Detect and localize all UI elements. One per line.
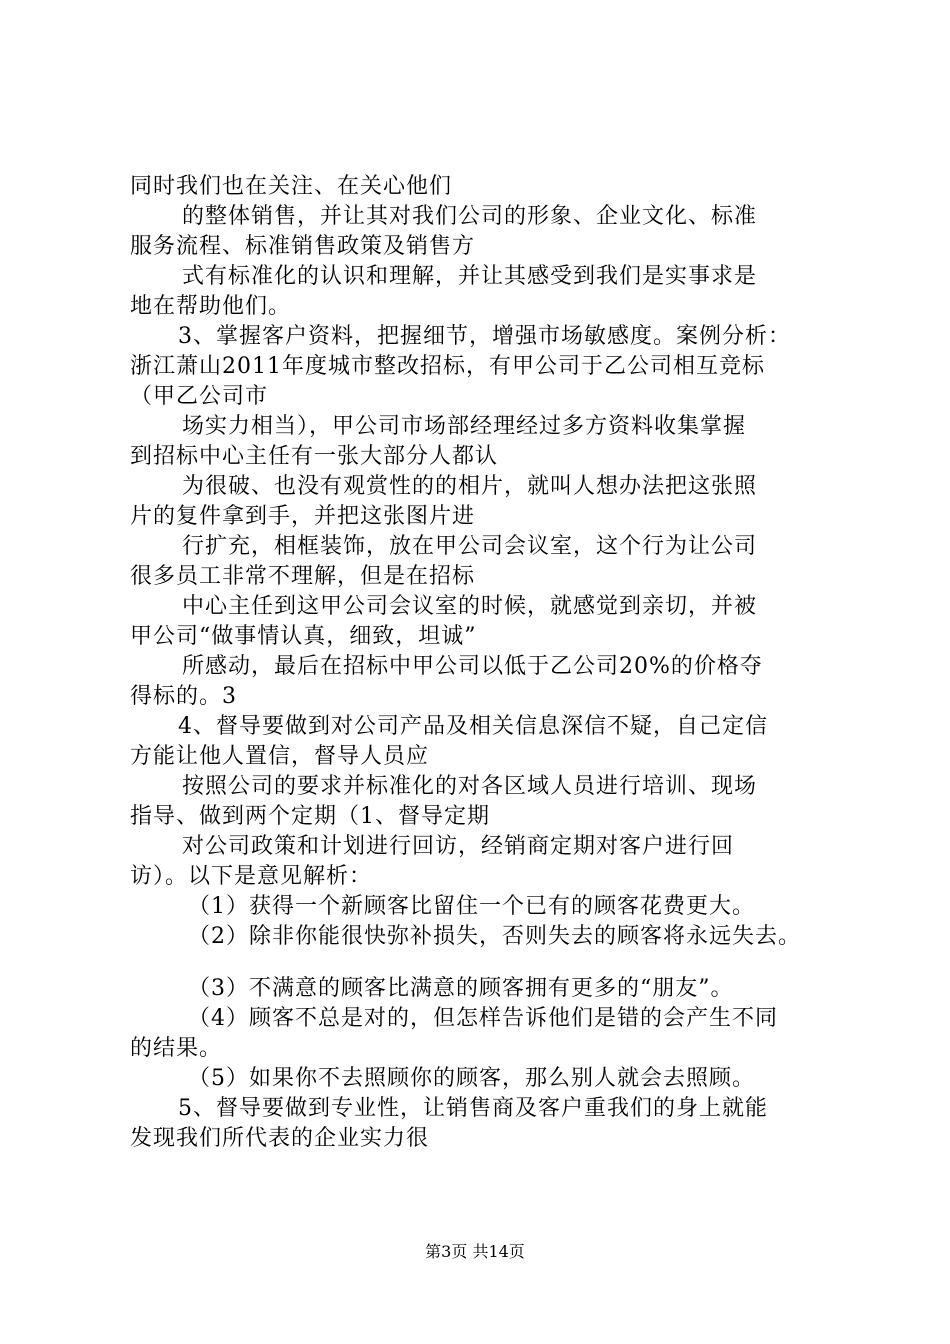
page-number: 第3页 共14页 — [425, 1242, 525, 1261]
paragraph-gap — [130, 952, 835, 974]
text-line: 片的复件拿到手，并把这张图片进 — [130, 504, 476, 529]
text-line: 得标的。3 — [130, 684, 237, 709]
text-line: 行扩充，相框装饰，放在甲公司会议室，这个行为让公司 — [182, 534, 758, 559]
text-line: 访）。以下是意见解析： — [130, 864, 373, 889]
text-line: 3、掌握客户资料，把握细节，增强市场敏感度。案例分析： — [178, 324, 791, 349]
text-line: 地在帮助他们。 — [130, 294, 292, 319]
text-line: 到招标中心主任有一张大部分人都认 — [130, 444, 499, 469]
body-text — [130, 172, 835, 1154]
list-item: （2）除非你能很快弥补损失，否则失去的顾客将永远失去。 — [188, 924, 801, 949]
list-item: （4）顾客不总是对的，但怎样告诉他们是错的会产生不同 — [188, 1006, 778, 1031]
text-line: 很多员工非常不理解，但是在招标 — [130, 564, 476, 589]
text-line: 对公司政策和计划进行回访，经销商定期对客户进行回 — [182, 834, 735, 859]
text-line: 发现我们所代表的企业实力很 — [130, 1126, 430, 1151]
text-line: 按照公司的要求并标准化的对各区域人员进行培训、现场 — [182, 774, 758, 799]
text-line: 中心主任到这甲公司会议室的时候，就感觉到亲切，并被 — [182, 594, 758, 619]
text-line: 的整体销售，并让其对我们公司的形象、企业文化、标准 — [182, 204, 758, 229]
text-line: 的结果。 — [130, 1036, 223, 1061]
text-line: 同时我们也在关注、在关心他们 — [130, 174, 453, 199]
list-item: （5）如果你不去照顾你的顾客，那么别人就会去照顾。 — [188, 1066, 755, 1091]
text-line: 指导、做到两个定期（1、督导定期 — [130, 804, 490, 829]
text-line: 为很破、也没有观赏性的的相片，就叫人想办法把这张照 — [182, 474, 758, 499]
text-line: 所感动，最后在招标中甲公司以低于乙公司20%的价格夺 — [182, 654, 763, 679]
text-line: 服务流程、标准销售政策及销售方 — [130, 234, 476, 259]
text-line: 浙江萧山2011年度城市整改招标，有甲公司于乙公司相互竞标 — [130, 354, 765, 379]
list-item: （1）获得一个新顾客比留住一个已有的顾客花费更大。 — [188, 894, 755, 919]
text-line: 5、督导要做到专业性，让销售商及客户重我们的身上就能 — [178, 1096, 768, 1121]
text-line: 4、督导要做到对公司产品及相关信息深信不疑，自己定信 — [178, 714, 768, 739]
text-line: 甲公司“做事情认真，细致，坦诚” — [130, 624, 477, 649]
text-line: （甲乙公司市 — [130, 384, 269, 409]
text-line: 方能让他人置信，督导人员应 — [130, 744, 430, 769]
text-line: 场实力相当），甲公司市场部经理经过多方资料收集掌握 — [182, 414, 747, 439]
list-item: （3）不满意的顾客比满意的顾客拥有更多的“朋友”。 — [188, 976, 734, 1001]
text-line: 式有标准化的认识和理解，并让其感受到我们是实事求是 — [182, 264, 758, 289]
